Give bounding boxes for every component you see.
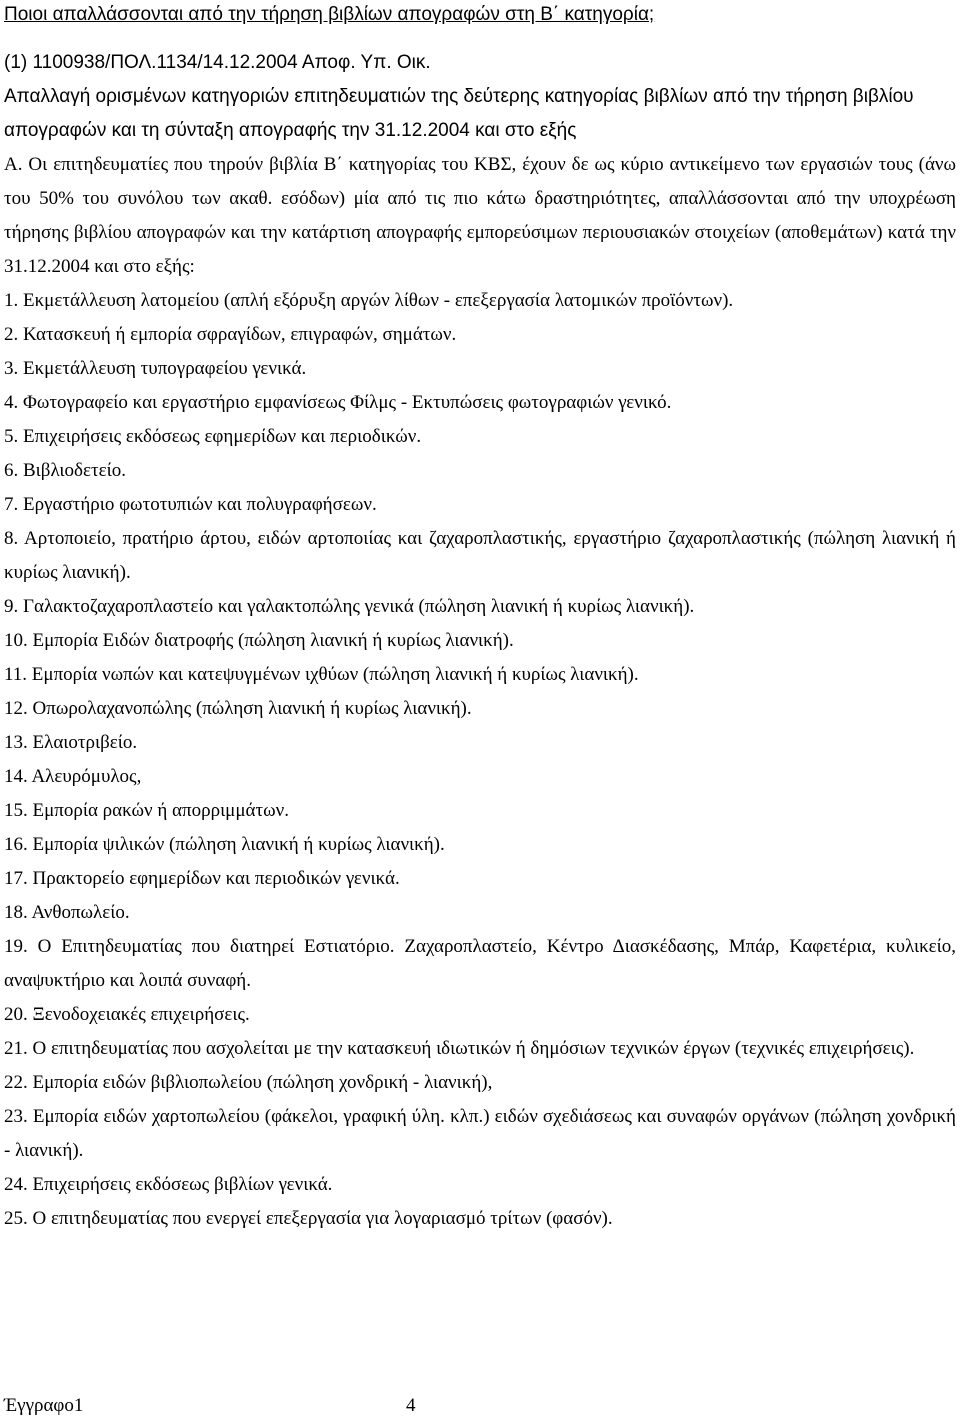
list-item: 3. Εκμετάλλευση τυπογραφείου γενικά. — [4, 358, 307, 379]
list-item: 14. Αλευρόμυλος, — [4, 766, 142, 787]
decision-reference: (1) 1100938/ΠΟΛ.1134/14.12.2004 Αποφ. Υπ. Οικ. — [4, 52, 431, 73]
activity-list — [4, 284, 956, 1236]
list-item: 6. Βιβλιοδετείο. — [4, 460, 126, 481]
list-item: 20. Ξενοδοχειακές επιχειρήσεις. — [4, 1004, 250, 1025]
list-item: 7. Εργαστήριο φωτοτυπιών και πολυγραφήσεων. — [4, 494, 377, 515]
decision-subject: Απαλλαγή ορισμένων κατηγοριών επιτηδευματιών της δεύτερης κατηγορίας βιβλίων από την τήρηση βιβλίου απογραφών και τη σύνταξη απογραφής την 31.12.2004 και στο εξής — [4, 86, 914, 141]
list-item: 5. Επιχειρήσεις εκδόσεως εφημερίδων και περιοδικών. — [4, 426, 422, 447]
list-item: 11. Εμπορία νωπών και κατεψυγμένων ιχθύων (πώληση λιανική ή κυρίως λιανική). — [4, 664, 639, 685]
list-item: 23. Εμπορία ειδών χαρτοπωλείου (φάκελοι, γραφική ύλη. κλπ.) ειδών σχεδιάσεως και συναφών οργάνων (πώληση χονδρική - λιανική). — [4, 1106, 956, 1161]
list-item: 17. Πρακτορείο εφημερίδων και περιοδικών γενικά. — [4, 868, 400, 889]
list-item: 21. Ο επιτηδευματίας που ασχολείται με την κατασκευή ιδιωτικών ή δημόσιων τεχνικών έργων (τεχνικές επιχειρήσεις). — [4, 1038, 915, 1059]
list-item: 25. Ο επιτηδευματίας που ενεργεί επεξεργασία για λογαριασμό τρίτων (φασόν). — [4, 1208, 613, 1229]
decision-body: Α. Οι επιτηδευματίες που τηρούν βιβλία Β΄ κατηγορίας του ΚΒΣ, έχουν δε ως κύριο αντικείμενο των εργασιών τους (άνω του 50% του συνόλου των ακαθ. εσόδων) μία από τις πιο κάτω δραστηριότητες, απαλλάσσονται από την υποχρέωση τήρησης βιβλίου απογραφών και την κατάρτιση απογραφής εμπορεύσιμων περιουσιακών στοιχείων (αποθεμάτων) κατά την 31.12.2004 και στο εξής: — [4, 154, 956, 277]
list-item: 18. Ανθοπωλείο. — [4, 902, 130, 923]
list-item: 12. Οπωρολαχανοπώλης (πώληση λιανική ή κυρίως λιανική). — [4, 698, 472, 719]
document-name: Έγγραφο1 — [4, 1395, 84, 1416]
list-item: 13. Ελαιοτριβείο. — [4, 732, 138, 753]
list-item: 9. Γαλακτοζαχαροπλαστείο και γαλακτοπώλης γενικά (πώληση λιανική ή κυρίως λιανική). — [4, 596, 695, 617]
list-item: 22. Εμπορία ειδών βιβλιοπωλείου (πώληση χονδρική - λιανική), — [4, 1072, 493, 1093]
list-item: 24. Επιχειρήσεις εκδόσεως βιβλίων γενικά. — [4, 1174, 333, 1195]
list-item: 10. Εμπορία Ειδών διατροφής (πώληση λιανική ή κυρίως λιανική). — [4, 630, 514, 651]
list-item: 8. Αρτοποιείο, πρατήριο άρτου, ειδών αρτοποιίας και ζαχαροπλαστικής, εργαστήριο ζαχαροπλαστικής (πώληση λιανική ή κυρίως λιανική). — [4, 528, 956, 583]
list-item: 4. Φωτογραφείο και εργαστήριο εμφανίσεως Φίλμς - Εκτυπώσεις φωτογραφιών γενικό. — [4, 392, 672, 413]
list-item: 16. Εμπορία ψιλικών (πώληση λιανική ή κυρίως λιανική). — [4, 834, 445, 855]
list-item: 19. Ο Επιτηδευματίας που διατηρεί Εστιατόριο. Ζαχαροπλαστείο, Κέντρο Διασκέδασης, Μπάρ, Καφετέρια, κυλικείο, αναψυκτήριο και λοιπά συναφή. — [4, 936, 956, 991]
page-title: Ποιοι απαλλάσσονται από την τήρηση βιβλίων απογραφών στη Β΄ κατηγορία; — [4, 4, 655, 25]
list-item: 2. Κατασκευή ή εμπορία σφραγίδων, επιγραφών, σημάτων. — [4, 324, 457, 345]
page-footer — [4, 1394, 416, 1418]
page-number: 4 — [406, 1395, 416, 1416]
list-item: 1. Εκμετάλλευση λατομείου (απλή εξόρυξη αργών λίθων - επεξεργασία λατομικών προϊόντων). — [4, 290, 734, 311]
list-item: 15. Εμπορία ρακών ή απορριμμάτων. — [4, 800, 289, 821]
